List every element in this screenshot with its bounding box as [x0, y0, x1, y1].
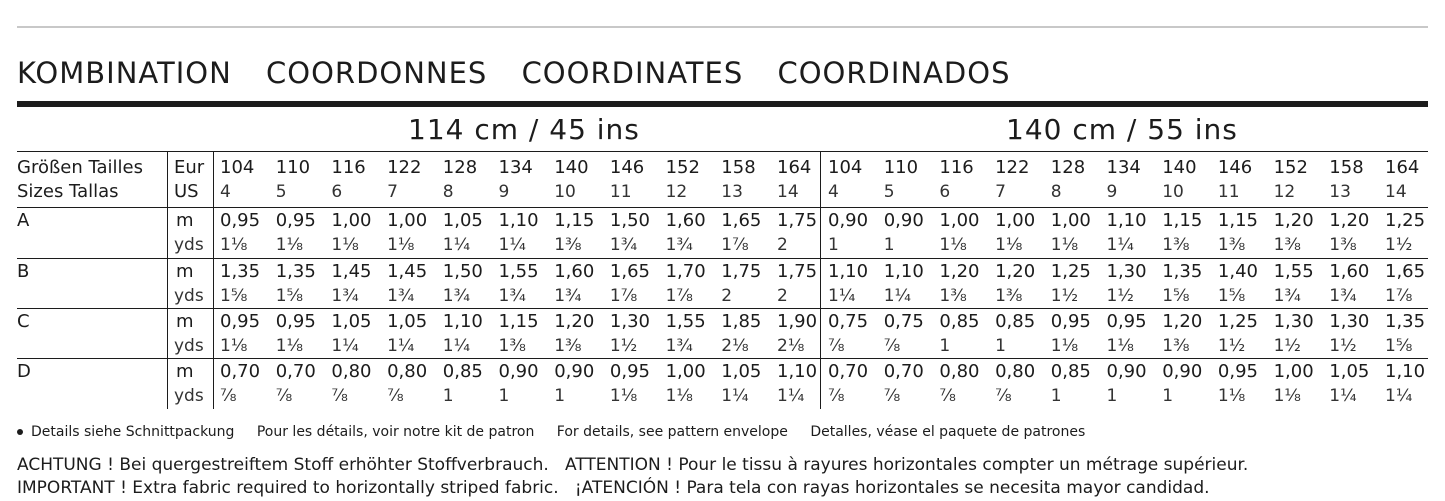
meters-value: 1,05 — [1329, 361, 1370, 382]
yards-value: 2 — [721, 286, 733, 306]
yards-value: 1⅜ — [1217, 235, 1246, 255]
meters-value: 1,25 — [1050, 261, 1091, 282]
meters-value: 1,70 — [665, 261, 706, 282]
yards-value: 1¾ — [331, 286, 359, 306]
meters-value: 0,90 — [498, 361, 539, 382]
yards-value: 1¾ — [665, 235, 693, 255]
eur-size: 134 — [498, 157, 533, 178]
footnote-en: For details, see pattern envelope — [556, 424, 788, 440]
view-label-c: C — [17, 311, 30, 332]
title-en: COORDINATES — [521, 56, 744, 90]
meters-value: 1,05 — [331, 311, 372, 332]
yards-value: 1¼ — [883, 286, 911, 306]
yards-value: 2 — [777, 235, 788, 255]
meters-value: 1,20 — [1162, 311, 1203, 332]
yards-value: ⅞ — [828, 336, 845, 356]
yards-value: ⅞ — [883, 386, 901, 406]
yards-value: 1¾ — [665, 336, 693, 356]
yards-value: ⅞ — [331, 386, 348, 406]
title-de: KOMBINATION — [17, 56, 232, 90]
meters-value: 0,95 — [1217, 361, 1258, 382]
yards-value: 1⅛ — [387, 235, 415, 255]
meters-value: 0,80 — [995, 361, 1036, 382]
page-title — [17, 56, 1034, 90]
yards-value: 1⅝ — [1217, 286, 1246, 306]
meters-value: 1,30 — [609, 311, 650, 332]
meters-value: 1,55 — [1273, 261, 1314, 282]
us-size: 9 — [498, 182, 510, 202]
us-label: US — [174, 181, 199, 202]
meters-value: 1,10 — [883, 261, 924, 282]
meters-value: 1,10 — [442, 311, 483, 332]
meters-value: 1,15 — [1217, 210, 1258, 231]
meters-value: 0,95 — [220, 311, 261, 332]
row-rule-3 — [17, 358, 1428, 359]
meters-value: 1,10 — [777, 361, 818, 382]
yards-value: ⅞ — [939, 386, 956, 406]
yards-value: 1 — [995, 336, 1006, 356]
us-size: 6 — [331, 182, 343, 202]
yards-value: 1⅛ — [995, 235, 1023, 255]
warning-line-1: ACHTUNG ! Bei quergestreiftem Stoff erhöhter Stoffverbrauch. ATTENTION ! Pour le tissu à rayures horizontales compter un métrage supérieur. — [17, 455, 1249, 475]
meters-value: 1,60 — [554, 261, 595, 282]
yards-value: 1¼ — [721, 386, 749, 406]
meters-value: 1,10 — [498, 210, 539, 231]
yards-value: 1⅛ — [1273, 386, 1301, 406]
eur-size: 164 — [1385, 157, 1420, 178]
meters-value: 1,45 — [331, 261, 372, 282]
yards-value: 1⅜ — [1273, 235, 1301, 255]
yards-value: 1⅛ — [1050, 235, 1079, 255]
meters-value: 0,90 — [828, 210, 869, 231]
yards-value: 1¼ — [1106, 235, 1134, 255]
us-size: 13 — [1329, 182, 1351, 202]
meters-value: 0,85 — [442, 361, 483, 382]
label-column-divider — [167, 151, 168, 409]
yards-value: 1⅛ — [1217, 386, 1246, 406]
unit-column-divider — [213, 151, 214, 409]
meters-value: 1,60 — [665, 210, 706, 231]
meters-value: 0,80 — [939, 361, 980, 382]
yards-value: 1¾ — [1329, 286, 1357, 306]
eur-size: 152 — [665, 157, 700, 178]
eur-size: 128 — [1050, 157, 1086, 178]
yards-value: 1⅛ — [609, 386, 638, 406]
yards-value: 1 — [554, 386, 566, 406]
yards-value: 1⅝ — [275, 286, 303, 306]
yards-value: 1½ — [1106, 286, 1134, 306]
yards-value: 1⅛ — [331, 235, 359, 255]
yards-value: 1⅜ — [1162, 235, 1190, 255]
yards-value: ⅞ — [995, 386, 1012, 406]
footnote-fr: Pour les détails, voir notre kit de patron — [256, 424, 535, 440]
meters-value: 0,95 — [1106, 311, 1147, 332]
yards-value: 1¼ — [331, 336, 359, 356]
unit-m: m — [176, 210, 194, 231]
yards-value: 1⅜ — [1329, 235, 1357, 255]
yards-value: 1⅜ — [939, 286, 967, 306]
meters-value: 1,65 — [1385, 261, 1426, 282]
meters-value: 1,10 — [828, 261, 869, 282]
view-label-b: B — [17, 261, 30, 282]
eur-size: 122 — [387, 157, 422, 178]
yards-value: ⅞ — [883, 336, 901, 356]
eur-size: 146 — [609, 157, 645, 178]
yards-value: 1¼ — [442, 235, 471, 255]
eur-size: 164 — [777, 157, 812, 178]
meters-value: 1,30 — [1106, 261, 1147, 282]
width-group-divider — [820, 151, 821, 409]
eur-size: 158 — [721, 157, 756, 178]
unit-yds: yds — [174, 336, 204, 356]
yards-value: 1⅛ — [665, 386, 693, 406]
meters-value: 1,20 — [1329, 210, 1370, 231]
yards-value: 1⅜ — [554, 235, 582, 255]
yards-value: 1¾ — [498, 286, 526, 306]
us-size: 9 — [1106, 182, 1118, 202]
us-size: 11 — [609, 182, 632, 202]
meters-value: 1,05 — [721, 361, 762, 382]
title-es: COORDINADOS — [777, 56, 1011, 90]
yards-value: 1⅞ — [609, 286, 638, 306]
us-size: 13 — [721, 182, 743, 202]
unit-m: m — [176, 261, 194, 282]
yards-value: 1 — [828, 235, 839, 255]
meters-value: 0,75 — [883, 311, 924, 332]
meters-value: 1,35 — [1385, 311, 1426, 332]
us-size: 10 — [1162, 182, 1184, 202]
yards-value: 1¾ — [387, 286, 415, 306]
meters-value: 1,25 — [1217, 311, 1258, 332]
meters-value: 0,80 — [331, 361, 372, 382]
meters-value: 0,85 — [939, 311, 980, 332]
meters-value: 1,10 — [1385, 361, 1426, 382]
yards-value: 1⅛ — [275, 235, 303, 255]
us-size: 4 — [220, 182, 231, 202]
meters-value: 1,00 — [665, 361, 706, 382]
yards-value: 1½ — [1217, 336, 1246, 356]
eur-size: 110 — [275, 157, 311, 178]
meters-value: 1,20 — [995, 261, 1036, 282]
yards-value: ⅞ — [220, 386, 237, 406]
yards-value: 1¾ — [1273, 286, 1301, 306]
us-size: 4 — [828, 182, 839, 202]
yards-value: 1¼ — [777, 386, 805, 406]
eur-size: 122 — [995, 157, 1030, 178]
meters-value: 1,50 — [609, 210, 650, 231]
yards-value: 1¾ — [442, 286, 471, 306]
meters-value: 1,65 — [721, 210, 762, 231]
eur-size: 158 — [1329, 157, 1364, 178]
yards-value: 1⅛ — [939, 235, 967, 255]
yards-value: 1⅛ — [220, 336, 248, 356]
yards-value: 1⅜ — [995, 286, 1023, 306]
yards-value: 1⅛ — [1050, 336, 1079, 356]
meters-value: 1,05 — [387, 311, 428, 332]
meters-value: 1,75 — [777, 261, 818, 282]
eur-size: 146 — [1217, 157, 1253, 178]
meters-value: 1,85 — [721, 311, 762, 332]
yards-value: 1 — [498, 386, 510, 406]
yards-value: ⅞ — [275, 386, 293, 406]
eur-size: 116 — [331, 157, 366, 178]
yards-value: ⅞ — [387, 386, 404, 406]
yards-value: ⅞ — [828, 386, 845, 406]
meters-value: 1,00 — [331, 210, 372, 231]
meters-value: 0,80 — [387, 361, 428, 382]
yards-value: 1⅛ — [275, 336, 303, 356]
meters-value: 1,00 — [995, 210, 1036, 231]
us-size: 5 — [275, 182, 287, 202]
meters-value: 1,45 — [387, 261, 428, 282]
eur-size: 128 — [442, 157, 478, 178]
width-header-rule — [17, 151, 1428, 152]
us-size: 10 — [554, 182, 576, 202]
unit-yds: yds — [174, 386, 204, 406]
meters-value: 0,70 — [828, 361, 869, 382]
meters-value: 1,00 — [387, 210, 428, 231]
meters-value: 0,95 — [275, 311, 316, 332]
meters-value: 1,30 — [1329, 311, 1370, 332]
eur-size: 110 — [883, 157, 919, 178]
meters-value: 0,85 — [1050, 361, 1091, 382]
meters-value: 0,85 — [995, 311, 1036, 332]
yards-value: 1⅞ — [665, 286, 693, 306]
eur-size: 116 — [939, 157, 974, 178]
meters-value: 1,15 — [498, 311, 539, 332]
meters-value: 0,95 — [275, 210, 316, 231]
meters-value: 1,75 — [777, 210, 818, 231]
meters-value: 0,70 — [275, 361, 316, 382]
meters-value: 0,95 — [220, 210, 261, 231]
meters-value: 1,10 — [1106, 210, 1147, 231]
meters-value: 1,35 — [275, 261, 316, 282]
yards-value: 1⅛ — [220, 235, 248, 255]
footnote-line — [17, 424, 1103, 440]
us-size: 12 — [665, 182, 688, 202]
us-size: 7 — [387, 182, 398, 202]
yards-value: 1½ — [609, 336, 638, 356]
row-rule-1 — [17, 258, 1428, 259]
yards-value: 2⅛ — [721, 336, 749, 356]
yards-value: 1 — [442, 386, 454, 406]
title-underline — [17, 101, 1428, 107]
row-rule-2 — [17, 308, 1428, 309]
eur-size: 140 — [1162, 157, 1197, 178]
yards-value: 1¼ — [1385, 386, 1413, 406]
yards-value: 1⅛ — [1106, 336, 1134, 356]
yards-value: 1 — [1106, 386, 1118, 406]
unit-m: m — [176, 311, 194, 332]
warning-line-2: IMPORTANT ! Extra fabric required to horizontally striped fabric. ¡ATENCIÓN ! Para tela con rayas horizontales se necesita mayor candidad. — [17, 478, 1210, 498]
meters-value: 1,30 — [1273, 311, 1314, 332]
yards-value: 1 — [1050, 386, 1062, 406]
view-label-d: D — [17, 361, 31, 382]
us-size: 11 — [1217, 182, 1240, 202]
us-size: 7 — [995, 182, 1006, 202]
meters-value: 1,20 — [939, 261, 980, 282]
yards-value: 1½ — [1385, 235, 1413, 255]
yards-value: 1¼ — [387, 336, 415, 356]
yards-value: 1 — [939, 336, 951, 356]
meters-value: 1,05 — [442, 210, 483, 231]
bullet-icon — [17, 429, 23, 435]
meters-value: 1,55 — [498, 261, 539, 282]
meters-value: 1,75 — [721, 261, 762, 282]
yards-value: 1½ — [1050, 286, 1079, 306]
meters-value: 0,90 — [554, 361, 595, 382]
meters-value: 0,90 — [1106, 361, 1147, 382]
row-rule-0 — [17, 207, 1428, 208]
meters-value: 1,35 — [220, 261, 261, 282]
meters-value: 1,20 — [554, 311, 595, 332]
size-label-de-fr: Größen Tailles — [17, 157, 144, 178]
meters-value: 1,15 — [1162, 210, 1203, 231]
size-label-en-es: Sizes Tallas — [17, 181, 119, 202]
yards-value: 1¼ — [1329, 386, 1357, 406]
meters-value: 1,50 — [442, 261, 483, 282]
yards-value: 1⅝ — [220, 286, 248, 306]
yards-value: 1⅞ — [721, 235, 749, 255]
meters-value: 1,00 — [1050, 210, 1091, 231]
yards-value: 1¼ — [498, 235, 526, 255]
yards-value: 2 — [777, 286, 788, 306]
us-size: 6 — [939, 182, 951, 202]
us-size: 14 — [777, 182, 799, 202]
eur-size: 152 — [1273, 157, 1308, 178]
meters-value: 0,90 — [1162, 361, 1203, 382]
meters-value: 1,35 — [1162, 261, 1203, 282]
meters-value: 1,90 — [777, 311, 818, 332]
yards-value: 1⅜ — [1162, 336, 1190, 356]
yards-value: 1⅝ — [1162, 286, 1190, 306]
meters-value: 1,15 — [554, 210, 595, 231]
footnote-de: Details siehe Schnittpackung — [31, 424, 235, 440]
meters-value: 1,25 — [1385, 210, 1426, 231]
meters-value: 0,70 — [883, 361, 924, 382]
footnote-es: Detalles, véase el paquete de patrones — [810, 424, 1086, 440]
us-size: 12 — [1273, 182, 1296, 202]
meters-value: 1,55 — [665, 311, 706, 332]
unit-m: m — [176, 361, 194, 382]
meters-value: 0,70 — [220, 361, 261, 382]
yards-value: 1⅞ — [1385, 286, 1413, 306]
unit-yds: yds — [174, 286, 204, 306]
us-size: 5 — [883, 182, 895, 202]
eur-size: 104 — [828, 157, 863, 178]
top-divider — [17, 26, 1428, 28]
meters-value: 1,65 — [609, 261, 650, 282]
view-label-a: A — [17, 210, 30, 231]
eur-label: Eur — [174, 157, 205, 178]
meters-value: 1,00 — [1273, 361, 1314, 382]
meters-value: 1,00 — [939, 210, 980, 231]
fabric-width-114: 114 cm / 45 ins — [408, 113, 640, 146]
yards-value: 1 — [883, 235, 895, 255]
us-size: 8 — [442, 182, 454, 202]
eur-size: 140 — [554, 157, 589, 178]
us-size: 8 — [1050, 182, 1062, 202]
meters-value: 1,60 — [1329, 261, 1370, 282]
fabric-width-140: 140 cm / 55 ins — [1006, 113, 1238, 146]
eur-size: 104 — [220, 157, 255, 178]
us-size: 14 — [1385, 182, 1407, 202]
yards-value: 1½ — [1329, 336, 1357, 356]
meters-value: 0,75 — [828, 311, 869, 332]
meters-value: 0,95 — [609, 361, 650, 382]
unit-yds: yds — [174, 235, 204, 255]
yards-value: 1¾ — [609, 235, 638, 255]
yards-value: 1¼ — [828, 286, 856, 306]
yards-value: 2⅛ — [777, 336, 805, 356]
meters-value: 1,40 — [1217, 261, 1258, 282]
eur-size: 134 — [1106, 157, 1141, 178]
meters-value: 1,20 — [1273, 210, 1314, 231]
title-fr: COORDONNES — [266, 56, 488, 90]
yards-value: 1½ — [1273, 336, 1301, 356]
yards-value: 1 — [1162, 386, 1174, 406]
yards-value: 1⅜ — [498, 336, 526, 356]
meters-value: 0,90 — [883, 210, 924, 231]
yards-value: 1¾ — [554, 286, 582, 306]
yards-value: 1¼ — [442, 336, 471, 356]
yards-value: 1⅜ — [554, 336, 582, 356]
yards-value: 1⅝ — [1385, 336, 1413, 356]
meters-value: 0,95 — [1050, 311, 1091, 332]
